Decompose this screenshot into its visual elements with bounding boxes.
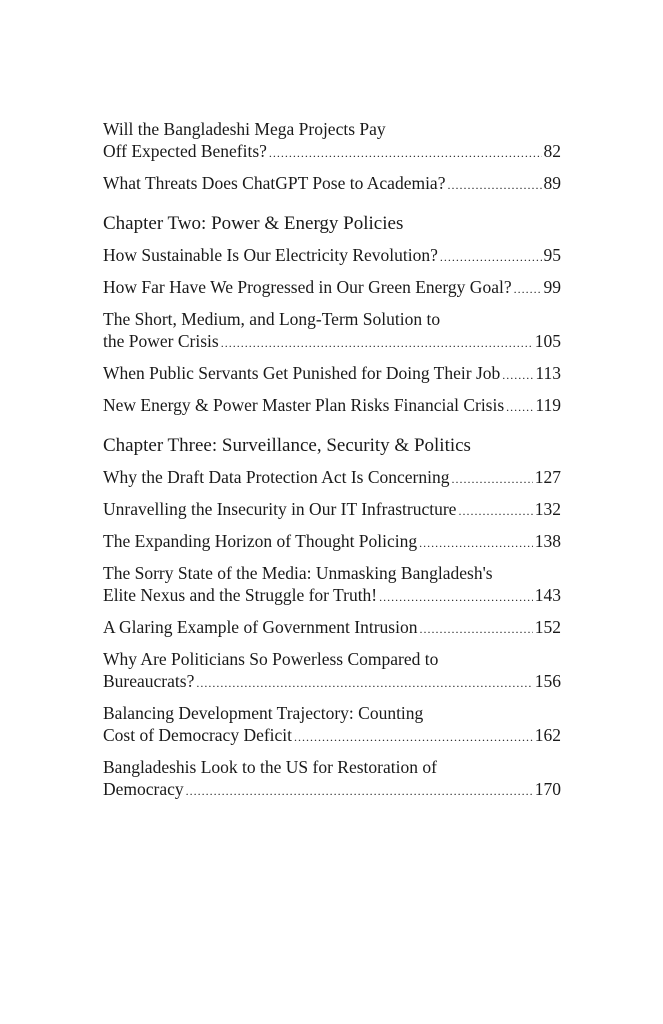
page-number: 138 xyxy=(534,531,561,551)
toc-entry-title-line: Balancing Development Trajectory: Counting xyxy=(103,703,424,723)
toc-entry-title: Why the Draft Data Protection Act Is Concerning xyxy=(103,467,450,487)
toc-entry-title: When Public Servants Get Punished for Doing Their Job xyxy=(103,363,501,383)
toc-entry-title-line: Bangladeshis Look to the US for Restoration of xyxy=(103,757,437,777)
toc-entry-title-line: The Sorry State of the Media: Unmasking Bangladesh's xyxy=(103,563,493,583)
dot-leader xyxy=(269,142,542,164)
toc-entry-title: How Far Have We Progressed in Our Green Energy Goal? xyxy=(103,277,512,297)
toc-entry[interactable] xyxy=(103,530,561,554)
page-number: 95 xyxy=(543,245,561,265)
toc-entry-title: New Energy & Power Master Plan Risks Financial Crisis xyxy=(103,395,505,415)
toc-entry-final-line xyxy=(103,362,561,386)
toc-entry[interactable] xyxy=(103,118,561,164)
toc-entry-final-line xyxy=(103,330,561,354)
toc-entry-final-line xyxy=(103,584,561,608)
toc-entry-title: Cost of Democracy Deficit xyxy=(103,725,293,745)
toc-entry-final-line xyxy=(103,670,561,694)
page-number: 113 xyxy=(535,363,561,383)
toc-entry-title: the Power Crisis xyxy=(103,331,219,351)
toc-entry-final-line xyxy=(103,498,561,522)
toc-entry-final-line xyxy=(103,530,561,554)
toc-entry-title: How Sustainable Is Our Electricity Revolution? xyxy=(103,245,438,265)
dot-leader xyxy=(196,672,532,694)
toc-entry[interactable] xyxy=(103,466,561,490)
page-number: 156 xyxy=(534,671,561,691)
dot-leader xyxy=(294,726,533,748)
toc-entry-title-line: Why Are Politicians So Powerless Compared to xyxy=(103,649,439,669)
toc-entry-final-line xyxy=(103,724,561,748)
toc-entry-title: Unravelling the Insecurity in Our IT Infrastructure xyxy=(103,499,457,519)
toc-entry[interactable] xyxy=(103,648,561,694)
dot-leader xyxy=(186,780,533,802)
toc-entry-final-line xyxy=(103,394,561,418)
toc-entry-title: The Expanding Horizon of Thought Policing xyxy=(103,531,418,551)
dot-leader xyxy=(440,246,542,268)
toc-entry[interactable] xyxy=(103,498,561,522)
dot-leader xyxy=(506,396,533,418)
toc-entry-title: Off Expected Benefits? xyxy=(103,141,267,161)
toc-entry-final-line xyxy=(103,276,561,300)
chapter-heading: Chapter Three: Surveillance, Security & Politics xyxy=(103,435,471,456)
toc-entry[interactable] xyxy=(103,172,561,196)
dot-leader xyxy=(419,618,532,640)
toc-entry[interactable] xyxy=(103,616,561,640)
toc-entry[interactable] xyxy=(103,562,561,608)
page-number: 119 xyxy=(535,395,561,415)
dot-leader xyxy=(502,364,533,386)
dot-leader xyxy=(447,174,541,196)
page-number: 143 xyxy=(534,585,561,605)
table-of-contents xyxy=(103,118,561,810)
page-number: 152 xyxy=(534,617,561,637)
page-number: 162 xyxy=(534,725,561,745)
page-number: 127 xyxy=(534,467,561,487)
toc-entry-title-line: The Short, Medium, and Long-Term Solution to xyxy=(103,309,441,329)
page-number: 105 xyxy=(534,331,561,351)
dot-leader xyxy=(458,500,532,522)
toc-entry[interactable] xyxy=(103,276,561,300)
dot-leader xyxy=(221,332,533,354)
toc-entry[interactable] xyxy=(103,308,561,354)
dot-leader xyxy=(514,278,542,300)
toc-entry-final-line xyxy=(103,140,561,164)
page-number: 99 xyxy=(543,277,561,297)
toc-entry-title: Bureaucrats? xyxy=(103,671,195,691)
toc-entry[interactable] xyxy=(103,244,561,268)
toc-entry-title: Democracy xyxy=(103,779,184,799)
toc-entry-final-line xyxy=(103,616,561,640)
dot-leader xyxy=(419,532,533,554)
toc-entry-final-line xyxy=(103,466,561,490)
toc-entry[interactable] xyxy=(103,756,561,802)
toc-entry-title: What Threats Does ChatGPT Pose to Academia? xyxy=(103,173,446,193)
page-number: 89 xyxy=(543,173,561,193)
toc-entry[interactable] xyxy=(103,362,561,386)
toc-entry-title: A Glaring Example of Government Intrusion xyxy=(103,617,418,637)
toc-entry-final-line xyxy=(103,244,561,268)
page-number: 170 xyxy=(534,779,561,799)
page-number: 132 xyxy=(534,499,561,519)
dot-leader xyxy=(452,468,533,490)
toc-entry[interactable] xyxy=(103,702,561,748)
dot-leader xyxy=(379,586,533,608)
chapter-heading: Chapter Two: Power & Energy Policies xyxy=(103,213,404,234)
toc-entry-title-line: Will the Bangladeshi Mega Projects Pay xyxy=(103,119,386,139)
toc-entry[interactable] xyxy=(103,394,561,418)
toc-entry-final-line xyxy=(103,172,561,196)
page-number: 82 xyxy=(543,141,561,161)
toc-entry-final-line xyxy=(103,778,561,802)
toc-entry-title: Elite Nexus and the Struggle for Truth! xyxy=(103,585,378,605)
